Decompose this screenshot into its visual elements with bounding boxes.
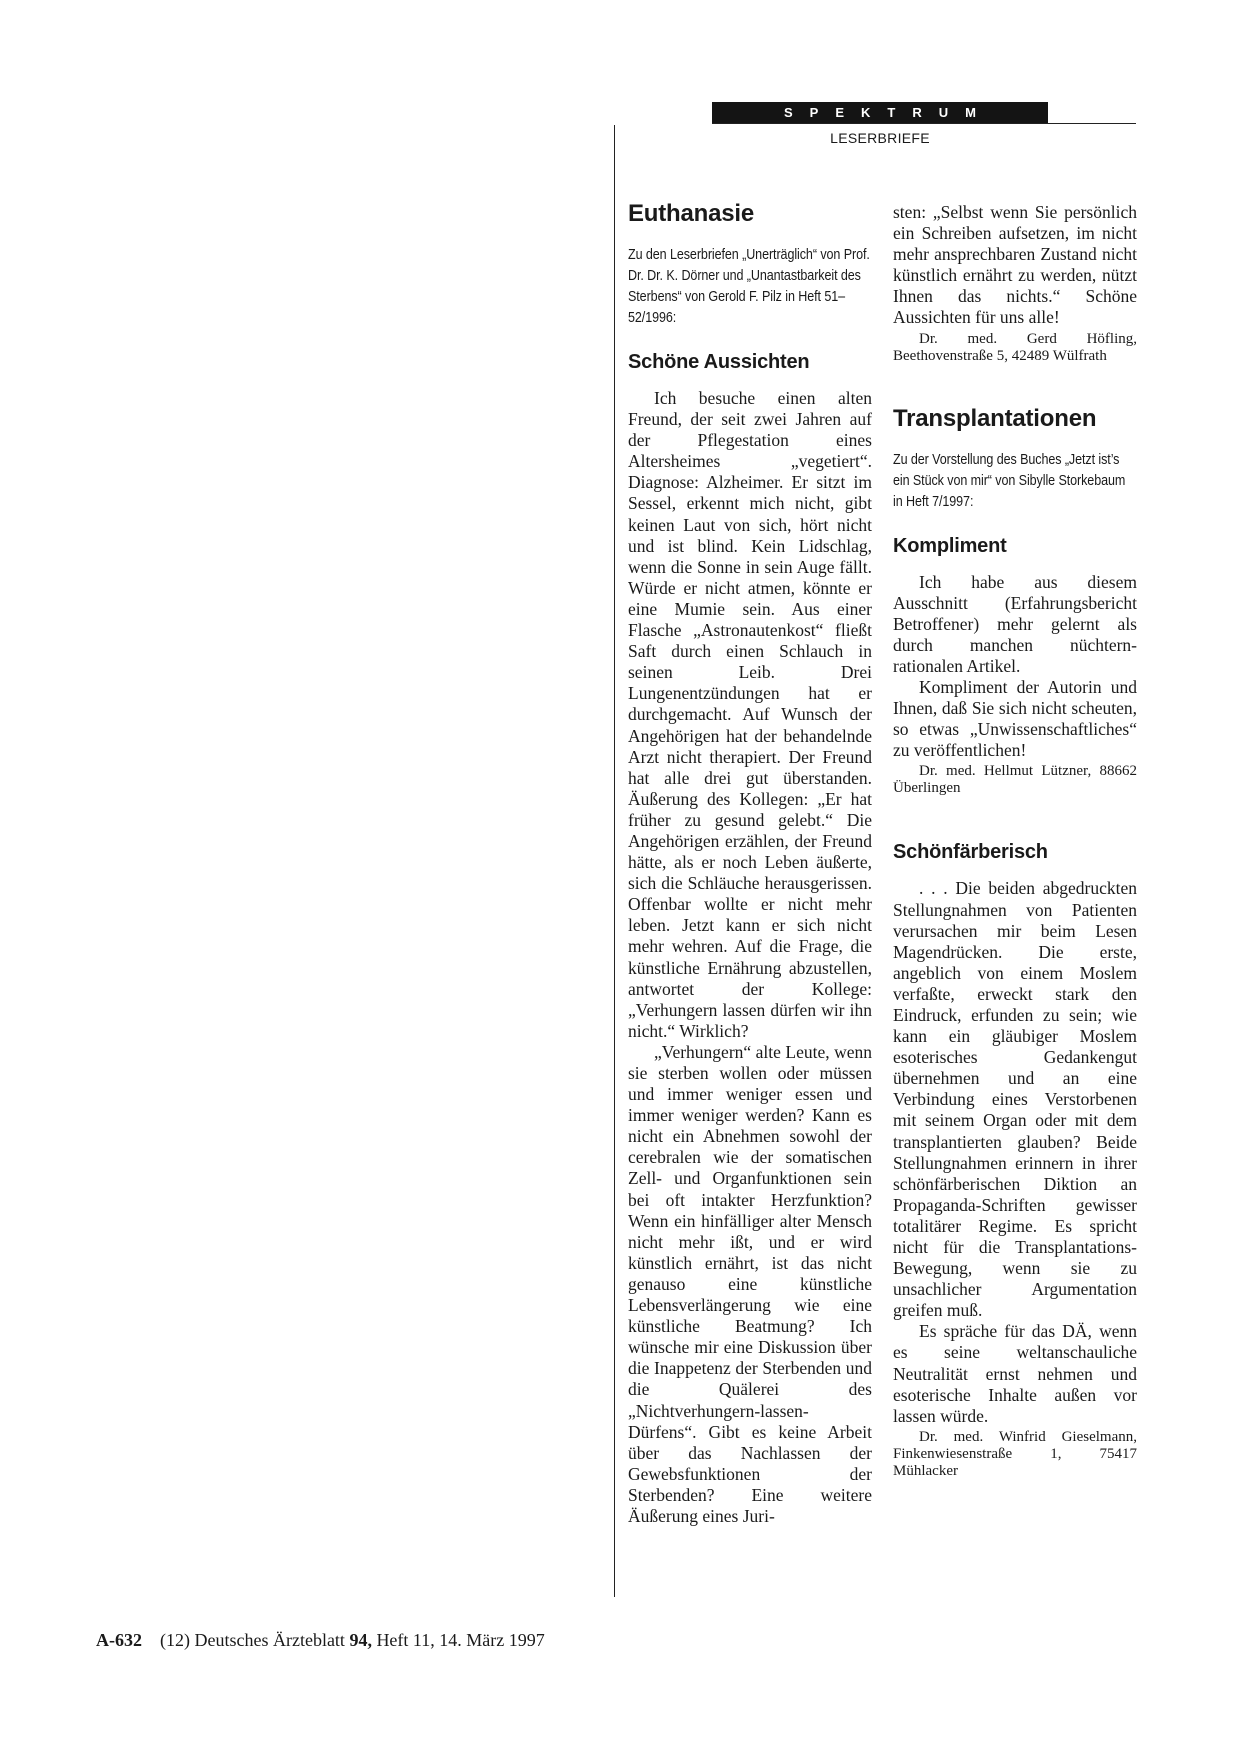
paragraph: Kompliment der Autorin und Ihnen, daß Sie sich nicht scheuten, so etwas „Unwissenschaftliches“ zu veröffentlichen! xyxy=(893,677,1137,761)
journal-issue: Heft 11, 14. März 1997 xyxy=(371,1630,545,1650)
right-column xyxy=(893,202,1137,1480)
signature: Dr. med. Hellmut Lützner, 88662 Überlingen xyxy=(893,763,1137,797)
signature: Dr. med. Winfrid Gieselmann, Finkenwiesenstraße 1, 75417 Mühlacker xyxy=(893,1428,1137,1479)
topic-intro: Zu den Leserbriefen „Unerträglich“ von Prof. Dr. Dr. K. Dörner und „Unantastbarkeit des Sterbens“ von Gerold F. Pilz in Heft 51–52/1996: xyxy=(628,247,870,326)
paragraph: Ich habe aus diesem Ausschnitt (Erfahrungsbericht Betroffener) mehr gelernt als durch manchen nüchtern-rationalen Artikel. xyxy=(893,571,1137,676)
journal-citation: (12) Deutsches Ärzteblatt xyxy=(160,1630,350,1650)
journal-volume: 94, xyxy=(349,1630,372,1650)
letter-continuation xyxy=(893,202,1137,329)
topic-title-euthanasie: Euthanasie xyxy=(628,200,755,227)
section-banner: SPEKTRUM xyxy=(712,102,1048,123)
paragraph: Ich besuche einen alten Freund, der seit zwei Jahren auf der Pflegestation eines Altersheimes „vegetiert“. Diagnose: Alzheimer. Er sitzt im Sessel, erkennt mich nicht, gibt keinen Laut von sich, hört nicht und ist blind. Kein Lidschlag, wenn die Sonne in sein Auge fällt. Würde er nicht atmen, könnte er eine Mumie sein. Aus einer Flasche „Astronautenkost“ fließt Saft durch einen Schlauch in seinen Leib. Drei Lungenentzündungen hat er durchgemacht. Auf Wunsch der Angehörigen hat der behandelnde Arzt nicht therapiert. Der Freund hat alle drei gut überstanden. Äußerung des Kollegen: „Er hat früher zu gesund gelebt.“ Die Angehörigen erzählen, der Freund hätte, als er noch Leben äußerte, sich die Schläuche herausgerissen. Offenbar wollte er nicht mehr leben. Jetzt kann er sich nicht mehr wehren. Auf die Frage, die künstliche Ernährung abzustellen, antwortet der Kollege: „Verhungern lassen dürfen wir ihn nicht.“ Wirklich? xyxy=(628,388,872,1041)
letter-title: Schönfärberisch xyxy=(893,841,1048,864)
letter-body xyxy=(628,388,872,1527)
paragraph: Es spräche für das DÄ, wenn es seine weltanschauliche Neutralität ernst nehmen und esoterische Inhalte außen vor lassen würde. xyxy=(893,1321,1137,1426)
column-rule xyxy=(614,125,615,1597)
page-footer xyxy=(96,1630,545,1651)
topic-intro: Zu der Vorstellung des Buches „Jetzt ist’s ein Stück von mir“ von Sibylle Storkebaum in Heft 7/1997: xyxy=(893,451,1126,510)
letter-body xyxy=(893,572,1137,762)
paragraph: . . . Die beiden abgedruckten Stellungnahmen von Patienten verursachen mir beim Lesen Magendrücken. Die erste, angeblich von einem Moslem verfaßte, erweckt stark den Eindruck, erfunden zu sein; wie kann ein gläubiger Moslem esoterisches Gedankengut übernehmen und an eine Verbindung eines Verstorbenen mit seinem Organ oder mit dem transplantierten glauben? Beide Stellungnahmen erinnern in ihrer schönfärberischen Diktion an Propaganda-Schriften gewisser totalitärer Regime. Es spricht nicht für die Transplantations-Bewegung, wenn sie zu unsachlicher Argumentation greifen muß. xyxy=(893,878,1137,1321)
topic-title-transplantationen: Transplantationen xyxy=(893,404,1097,432)
letter-title: Schöne Aussichten xyxy=(628,351,810,373)
paragraph: „Verhungern“ alte Leute, wenn sie sterben wollen oder müssen und immer weniger essen und immer weniger werden? Kann es nicht ein Abnehmen sowohl der cerebralen wie der somatischen Zell- und Organfunktionen sein bei oft intakter Herzfunktion? Wenn ein hinfälliger alter Mensch nicht mehr ißt, und er wird künstlich ernährt, ist das nicht genauso eine künstliche Lebensverlängerung wie eine künstliche Beatmung? Ich wünsche mir eine Diskussion über die Inappetenz der Sterbenden und die Quälerei des „Nichtverhungern-lassen-Dürfens“. Gibt es keine Arbeit über das Nachlassen der Gewebsfunktionen der Sterbenden? Eine weitere Äußerung eines Juri- xyxy=(628,1041,872,1526)
page-number: A-632 xyxy=(96,1630,142,1650)
rubric-label: LESERBRIEFE xyxy=(830,130,930,146)
header-rule xyxy=(712,123,1136,124)
letter-body xyxy=(893,878,1137,1426)
signature: Dr. med. Gerd Höfling, Beethovenstraße 5, 42489 Wülfrath xyxy=(893,330,1137,364)
letter-title: Kompliment xyxy=(893,534,1007,557)
left-column xyxy=(628,200,872,1527)
paragraph: sten: „Selbst wenn Sie persönlich ein Schreiben aufsetzen, im nicht mehr ansprechbaren Zustand nicht künstlich ernährt zu werden, nützt Ihnen das nichts.“ Schöne Aussichten für uns alle! xyxy=(893,202,1137,328)
